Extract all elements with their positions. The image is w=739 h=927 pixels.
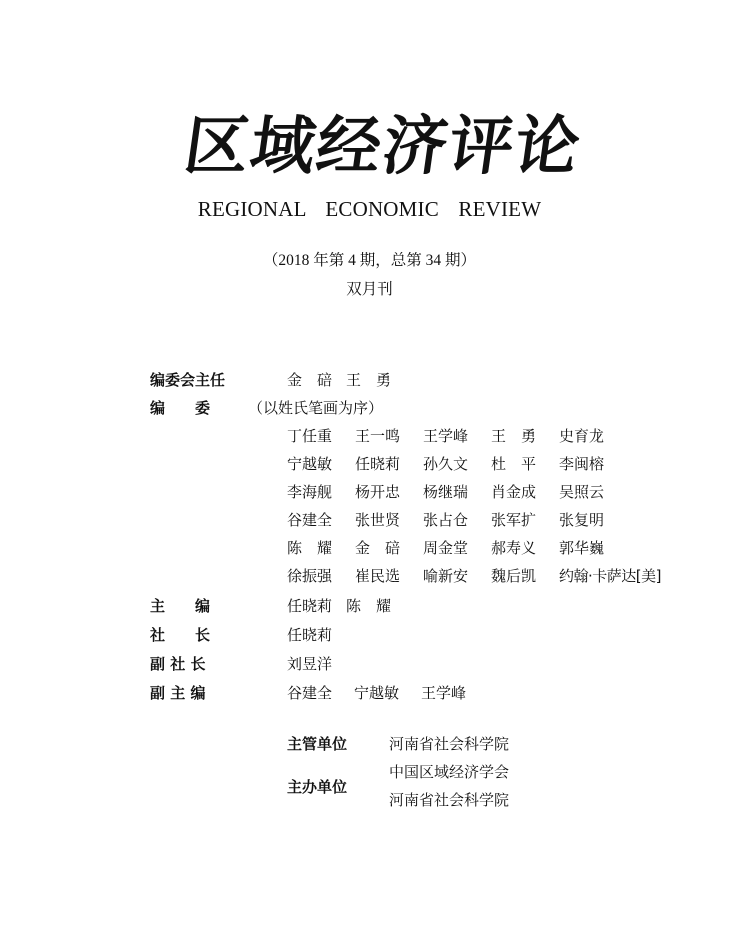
members-row bbox=[287, 426, 604, 446]
members-row bbox=[287, 482, 604, 502]
member-name: 肖金成 bbox=[491, 483, 537, 501]
member-name: 金 碚 bbox=[355, 539, 401, 557]
chair-name: 王 勇 bbox=[346, 371, 392, 389]
member-name: 约翰·卡萨达[美] bbox=[559, 567, 661, 585]
deputy-editor-names bbox=[287, 683, 480, 703]
editor-names bbox=[287, 596, 405, 616]
editor-name: 任晓莉 bbox=[287, 597, 333, 615]
president-name: 任晓莉 bbox=[287, 626, 333, 644]
member-name: 王一鸣 bbox=[355, 427, 401, 445]
sponsor-organization: 河南省社会科学院 bbox=[389, 791, 510, 809]
member-name: 吴照云 bbox=[559, 483, 605, 501]
member-name: 宁越敏 bbox=[287, 455, 333, 473]
vice-president-names bbox=[287, 654, 346, 674]
journal-title-english: REGIONAL ECONOMIC REVIEW bbox=[197, 197, 542, 221]
deputy-editor-label: 副 主 编 bbox=[150, 684, 206, 702]
president-names bbox=[287, 625, 346, 645]
member-name: 张世贤 bbox=[355, 511, 401, 529]
editor-name: 陈 耀 bbox=[346, 597, 392, 615]
issue-info: （2018 年第 4 期，总第 34 期） bbox=[262, 252, 477, 269]
members-row bbox=[287, 566, 661, 586]
member-name: 张占仓 bbox=[423, 511, 469, 529]
journal-title-calligraphy: 区域经济评论 bbox=[179, 109, 587, 184]
member-name: 杨继瑞 bbox=[423, 483, 469, 501]
chair-names bbox=[287, 370, 405, 390]
deputy-editor-name: 谷建全 bbox=[287, 684, 333, 702]
chair-label: 编委会主任 bbox=[150, 371, 226, 389]
member-name: 王学峰 bbox=[423, 427, 469, 445]
chair-name: 金 碚 bbox=[287, 371, 333, 389]
member-name: 张复明 bbox=[559, 511, 605, 529]
member-name: 崔民选 bbox=[355, 567, 401, 585]
member-name: 史育龙 bbox=[559, 427, 605, 445]
members-order-note: （以姓氏笔画为序） bbox=[248, 399, 384, 417]
member-name: 郝寿义 bbox=[491, 539, 537, 557]
member-name: 王 勇 bbox=[491, 427, 537, 445]
member-name: 李海舰 bbox=[287, 483, 333, 501]
members-row bbox=[287, 454, 604, 474]
member-name: 杨开忠 bbox=[355, 483, 401, 501]
member-name: 谷建全 bbox=[287, 511, 333, 529]
supervisor-organization: 河南省社会科学院 bbox=[389, 735, 510, 753]
member-name: 李闽榕 bbox=[559, 455, 605, 473]
member-name: 魏后凯 bbox=[491, 567, 537, 585]
vice-president-label: 副 社 长 bbox=[150, 655, 206, 673]
member-name: 张军扩 bbox=[491, 511, 537, 529]
president-label: 社 长 bbox=[150, 626, 211, 644]
members-row bbox=[287, 510, 604, 530]
deputy-editor-name: 宁越敏 bbox=[354, 684, 400, 702]
member-name: 郭华巍 bbox=[559, 539, 605, 557]
member-name: 徐振强 bbox=[287, 567, 333, 585]
member-name: 陈 耀 bbox=[287, 539, 333, 557]
sponsor-organization: 中国区域经济学会 bbox=[389, 763, 510, 781]
member-name: 喻新安 bbox=[423, 567, 469, 585]
member-name: 周金堂 bbox=[423, 539, 469, 557]
member-name: 任晓莉 bbox=[355, 455, 401, 473]
members-row bbox=[287, 538, 604, 558]
editor-label: 主 编 bbox=[150, 597, 211, 615]
members-label: 编 委 bbox=[150, 399, 211, 417]
deputy-editor-name: 王学峰 bbox=[421, 684, 467, 702]
supervisor-label: 主管单位 bbox=[287, 735, 348, 753]
member-name: 孙久文 bbox=[423, 455, 469, 473]
sponsor-label: 主办单位 bbox=[287, 778, 348, 796]
vice-president-name: 刘昱洋 bbox=[287, 655, 333, 673]
publication-frequency: 双月刊 bbox=[346, 281, 393, 298]
member-name: 杜 平 bbox=[491, 455, 537, 473]
member-name: 丁任重 bbox=[287, 427, 333, 445]
